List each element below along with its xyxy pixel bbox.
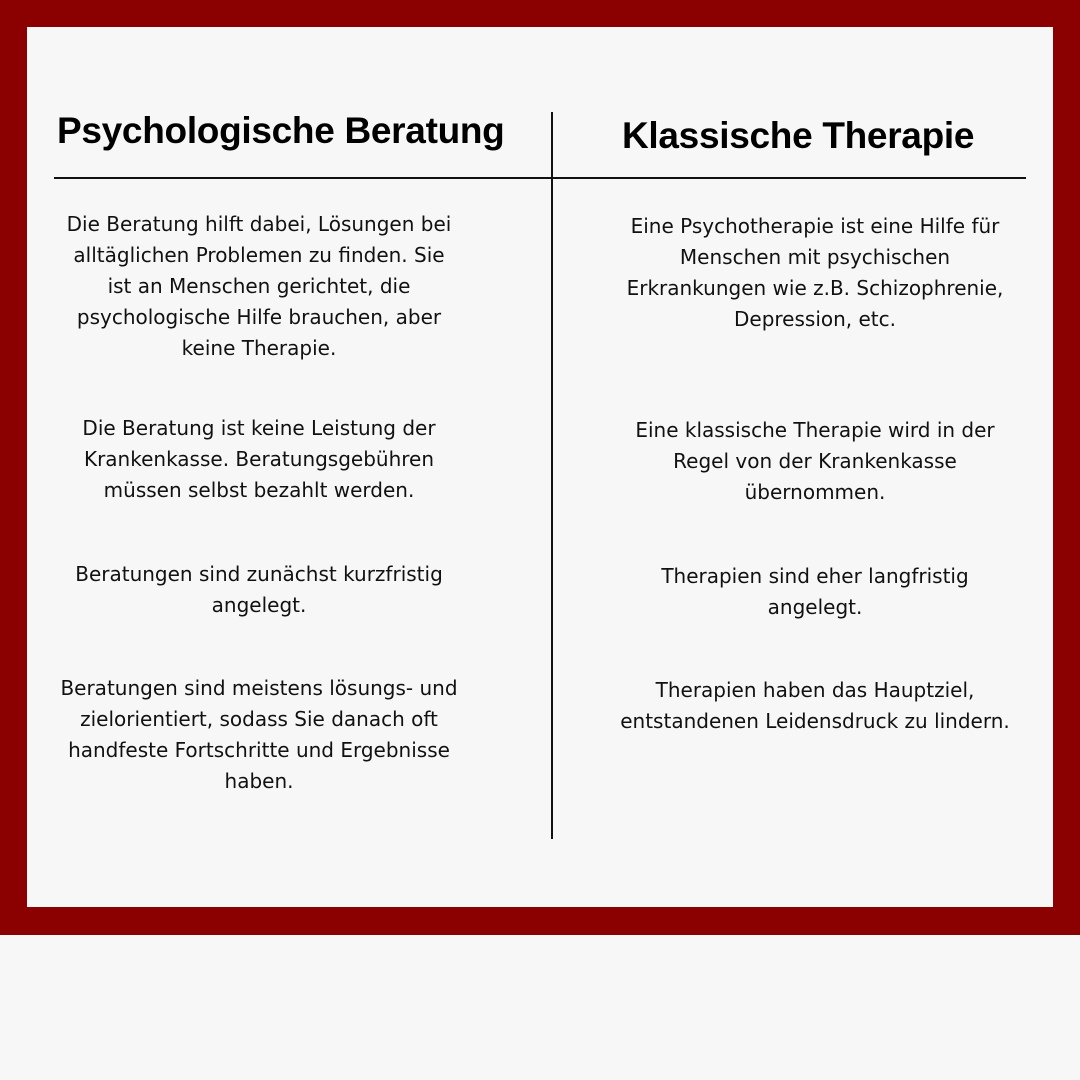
comparison-card (27, 27, 1053, 907)
right-paragraph: Therapien sind eher langfristig angelegt. (661, 564, 969, 619)
right-paragraph: Eine klassische Therapie wird in der Regel von der Krankenkasse übernommen. (635, 418, 995, 504)
left-paragraph: Beratungen sind meistens lösungs- und zielorientiert, sodass Sie danach oft handfeste Fortschritte und Ergebnisse haben. (60, 676, 458, 793)
left-column-title: Psychologische Beratung (57, 110, 505, 151)
left-paragraph: Beratungen sind zunächst kurzfristig angelegt. (75, 562, 443, 617)
column-divider (551, 112, 553, 839)
header-divider (54, 177, 1026, 179)
right-paragraph: Eine Psychotherapie ist eine Hilfe für Menschen mit psychischen Erkrankungen wie z.B. Schizophrenie, Depression, etc. (626, 214, 1004, 331)
left-paragraph: Die Beratung ist keine Leistung der Krankenkasse. Beratungsgebühren müssen selbst bezahlt werden. (82, 416, 436, 502)
left-paragraph: Die Beratung hilft dabei, Lösungen bei alltäglichen Problemen zu finden. Sie ist an Menschen gerichtet, die psychologische Hilfe brauchen, aber keine Therapie. (66, 212, 452, 360)
right-paragraph: Therapien haben das Hauptziel, entstandenen Leidensdruck zu lindern. (620, 678, 1010, 733)
right-column-title: Klassische Therapie (622, 115, 975, 156)
